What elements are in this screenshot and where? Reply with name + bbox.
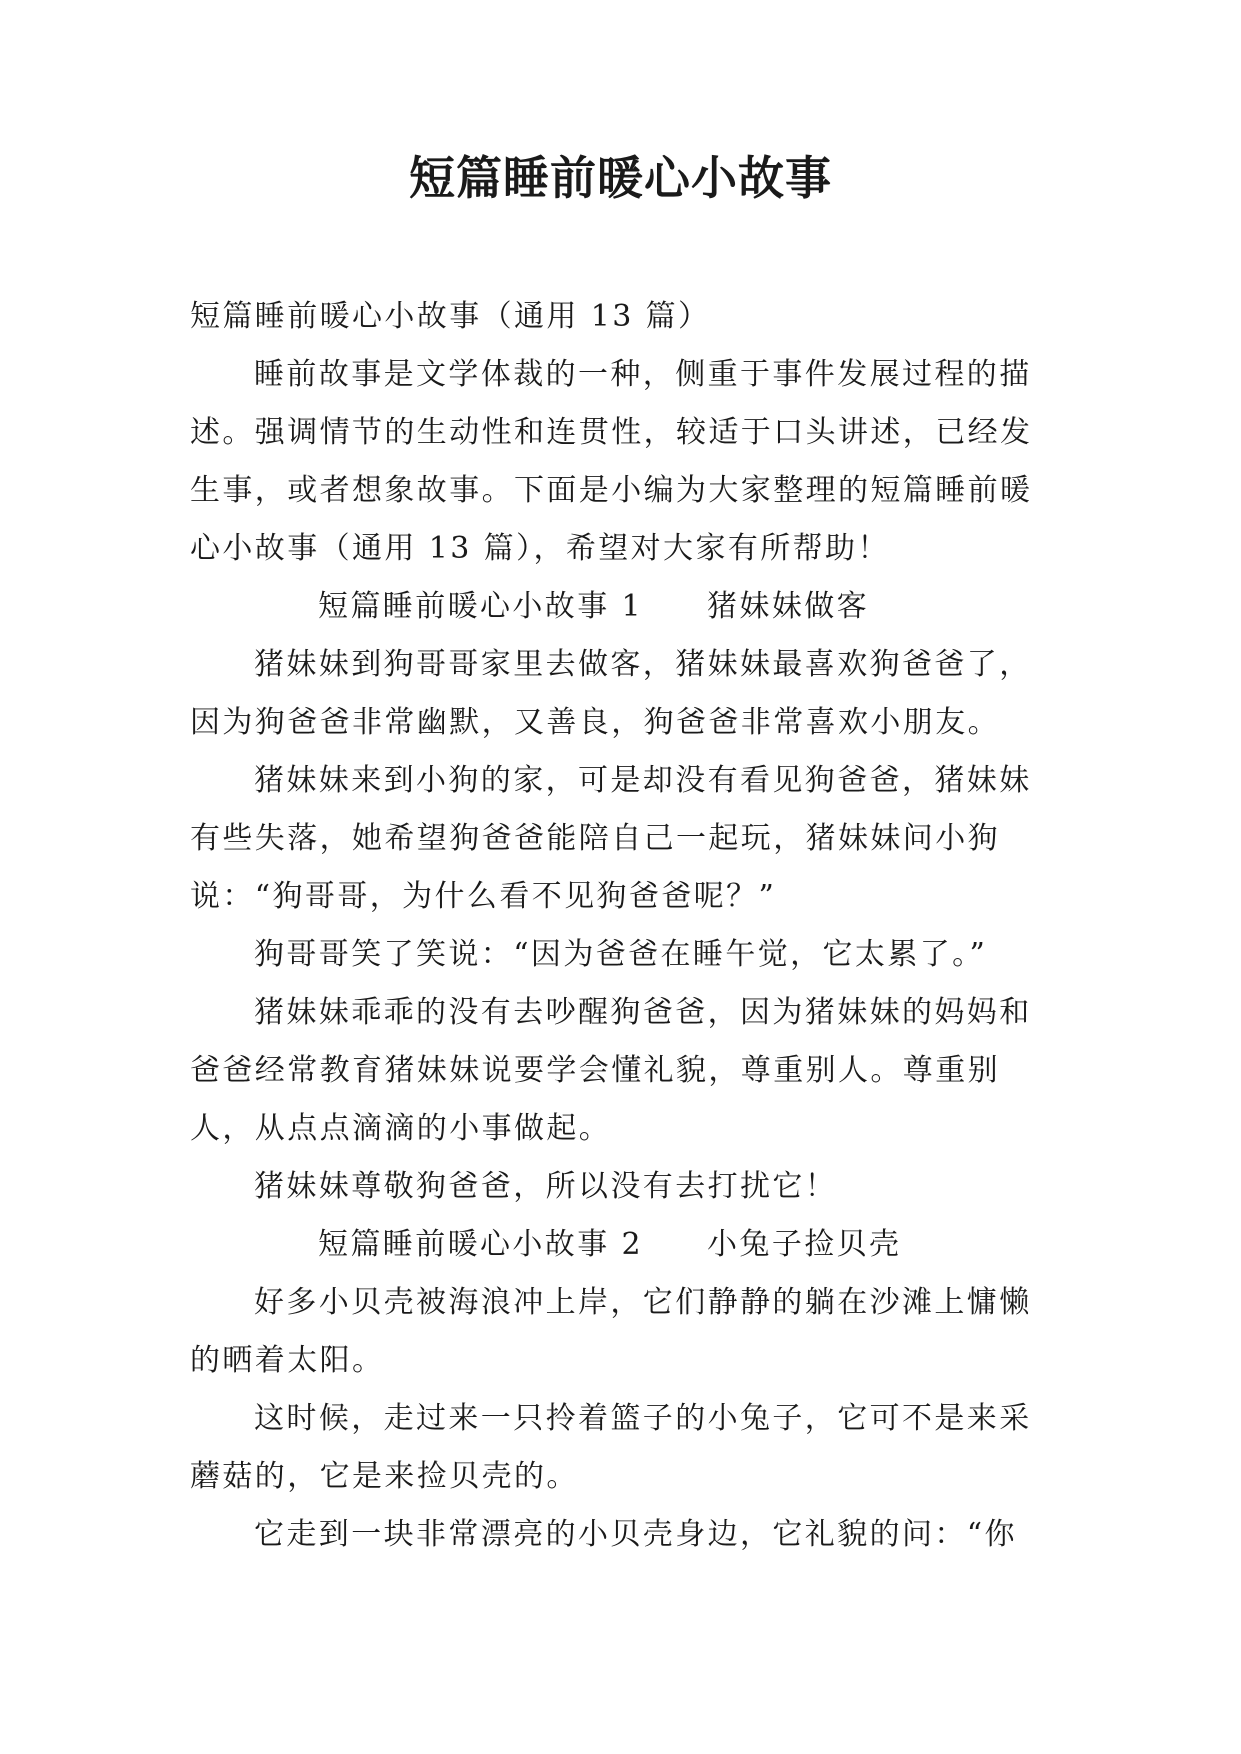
story-heading-name: 猪妹妹做客: [707, 589, 870, 624]
story-paragraph: 猪妹妹尊敬狗爸爸，所以没有去打扰它！: [254, 1169, 838, 1204]
story-heading-number: 短篇睡前暖心小故事 2: [318, 1227, 644, 1262]
document-subtitle: 短篇睡前暖心小故事（通用 13 篇）: [190, 299, 711, 334]
story-heading: [190, 1216, 1060, 1274]
story-heading-name: 小兔子捡贝壳: [707, 1227, 902, 1262]
story-paragraph: 猪妹妹到狗哥哥家里去做客，猪妹妹最喜欢狗爸爸了，因为狗爸爸非常幽默，又善良，狗爸爸非常喜欢小朋友。: [190, 647, 1032, 740]
document-title: 短篇睡前暖心小故事: [409, 151, 832, 205]
story-paragraph: 猪妹妹乖乖的没有去吵醒狗爸爸，因为猪妹妹的妈妈和爸爸经常教育猪妹妹说要学会懂礼貌，尊重别人。尊重别人，从点点滴滴的小事做起。: [190, 995, 1032, 1146]
intro-paragraph: 睡前故事是文学体裁的一种，侧重于事件发展过程的描述。强调情节的生动性和连贯性，较适于口头讲述，已经发生事，或者想象故事。下面是小编为大家整理的短篇睡前暖心小故事（通用 13 篇），希望对大家有所帮助！: [190, 357, 1033, 566]
story-paragraph: 它走到一块非常漂亮的小贝壳身边，它礼貌的问：“你: [254, 1517, 1017, 1552]
story-paragraph: 这时候，走过来一只拎着篮子的小兔子，它可不是来采蘑菇的，它是来捡贝壳的。: [190, 1401, 1032, 1494]
story-heading: [190, 578, 1060, 636]
story-heading-number: 短篇睡前暖心小故事 1: [318, 589, 644, 624]
document-body: [190, 288, 1060, 1564]
story-paragraph: 猪妹妹来到小狗的家，可是却没有看见狗爸爸，猪妹妹有些失落，她希望狗爸爸能陪自己一起玩，猪妹妹问小狗说：“狗哥哥，为什么看不见狗爸爸呢？”: [190, 763, 1032, 914]
story-paragraph: 狗哥哥笑了笑说：“因为爸爸在睡午觉，它太累了。”: [254, 937, 988, 972]
story-paragraph: 好多小贝壳被海浪冲上岸，它们静静的躺在沙滩上慵懒的晒着太阳。: [190, 1285, 1032, 1378]
